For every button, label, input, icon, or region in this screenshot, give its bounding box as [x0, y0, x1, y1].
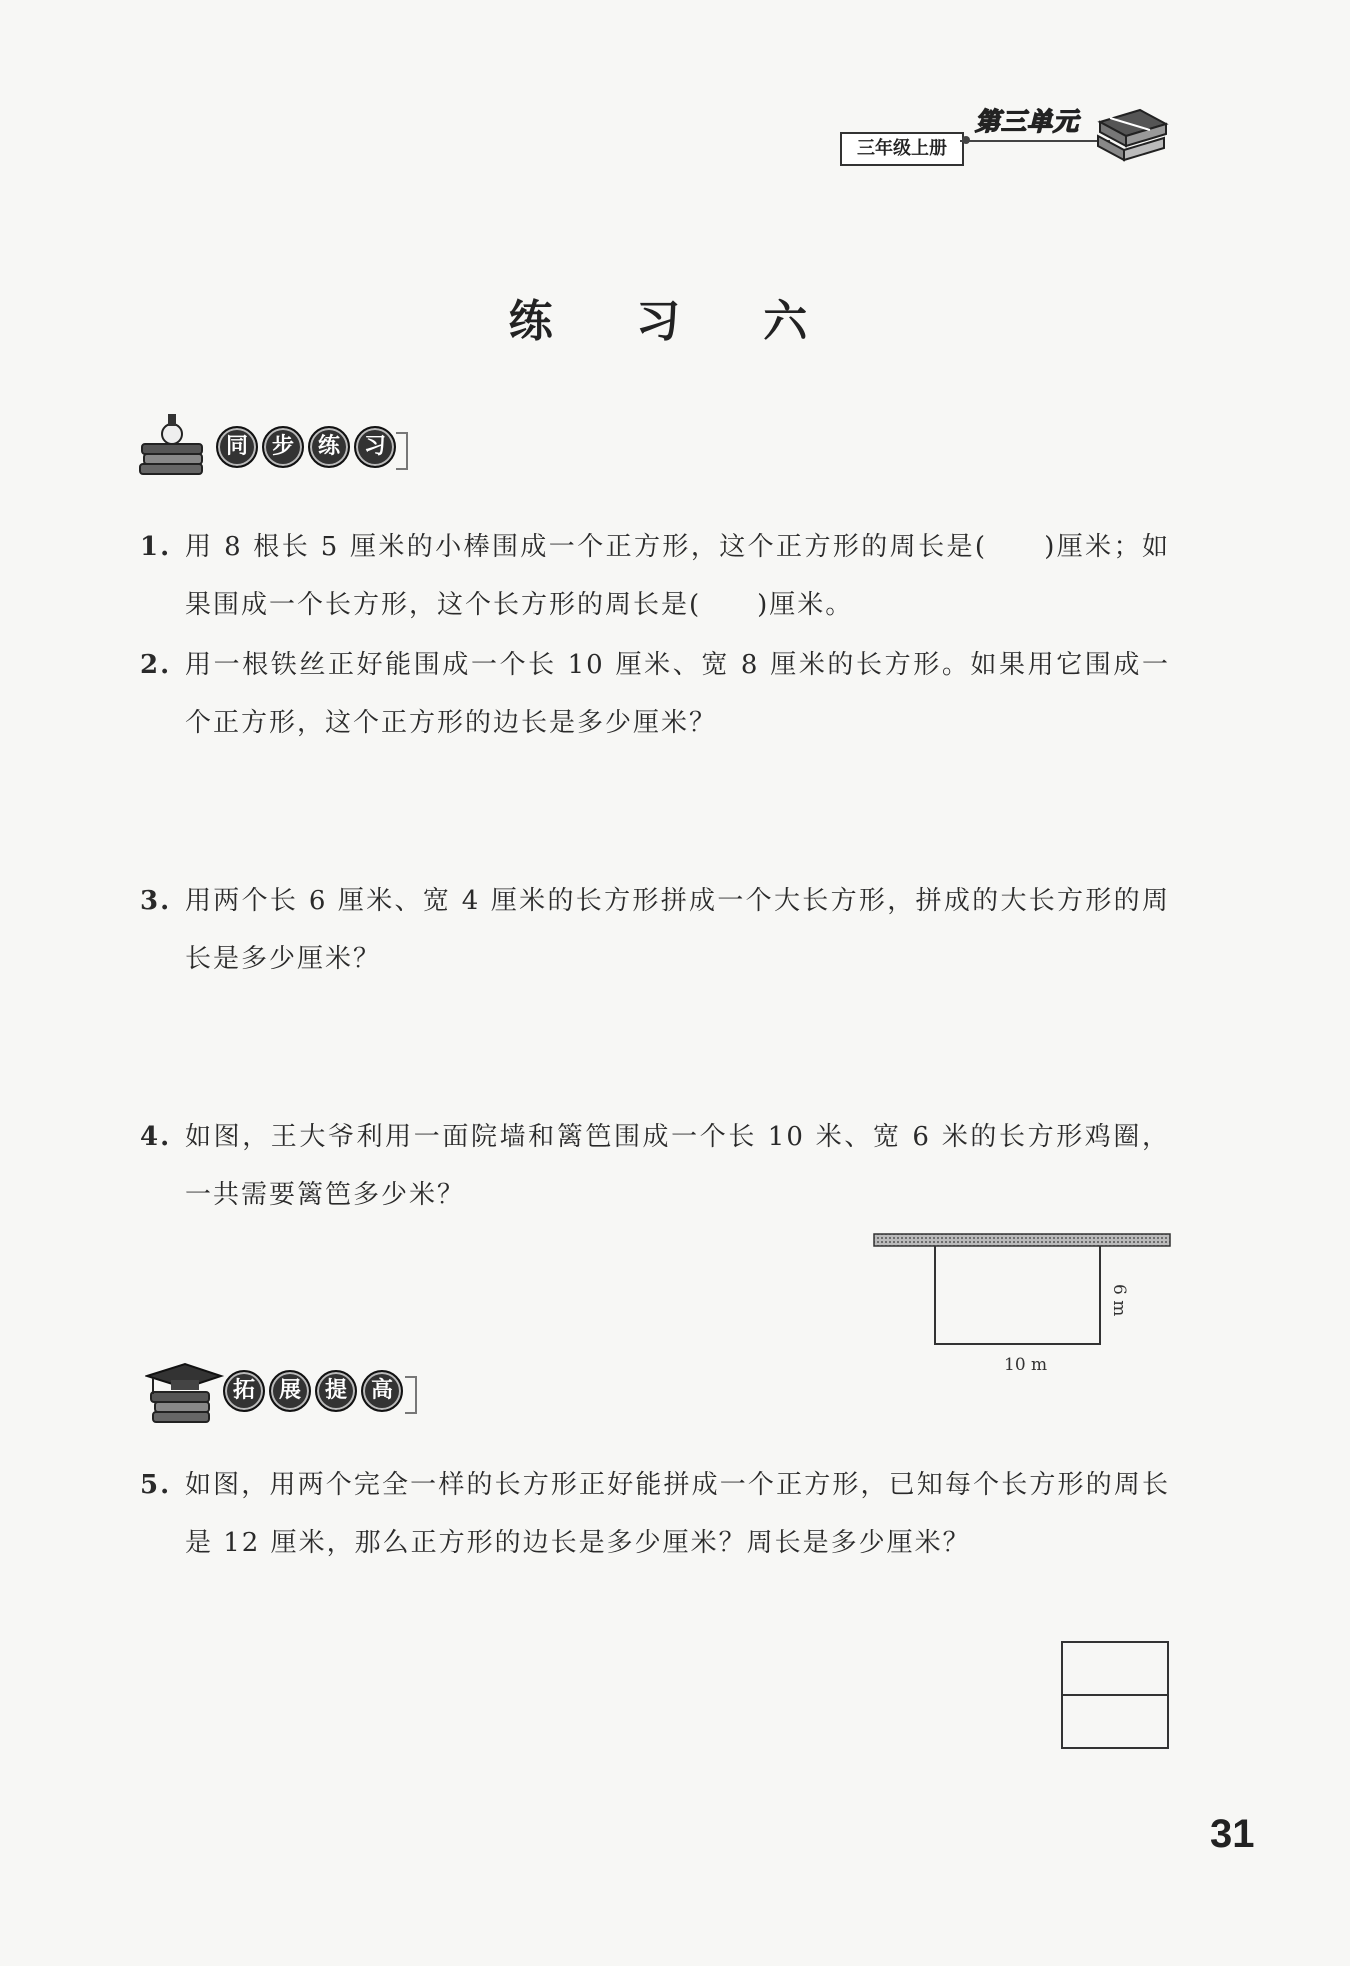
question-number: 2.: [140, 650, 172, 680]
section-char: 习: [354, 426, 396, 468]
figure-width-label: 6 m: [1109, 1284, 1129, 1317]
question-text: 用两个长 6 厘米、宽 4 厘米的长方形拼成一个大长方形，拼成的大长方形的周长是多少厘米？: [185, 886, 1170, 974]
question-text: 如图，王大爷利用一面院墙和篱笆围成一个长 10 米、宽 6 米的长方形鸡圈，一共需要篱笆多少米？: [185, 1122, 1170, 1210]
square-from-two-rectangles-figure: [1060, 1640, 1172, 1752]
section-extension: [145, 1362, 435, 1422]
question-3: [140, 872, 1170, 988]
question-number: 4.: [140, 1122, 172, 1152]
question-text: 用一根铁丝正好能围成一个长 10 厘米、宽 8 厘米的长方形。如果用它围成一个正方形，这个正方形的边长是多少厘米？: [185, 650, 1170, 738]
section-char: 提: [315, 1370, 357, 1412]
grade-label: 三年级上册: [840, 132, 964, 166]
question-number: 1.: [140, 532, 172, 562]
header-line: [960, 140, 1110, 142]
section-title: [216, 426, 396, 468]
section-char: 高: [361, 1370, 403, 1412]
question-2: [140, 636, 1170, 752]
question-number: 5.: [140, 1470, 172, 1500]
section-char: 同: [216, 426, 258, 468]
unit-label: 第三单元: [975, 107, 1080, 136]
courtyard-wall: [874, 1234, 1170, 1246]
section-char: 练: [308, 426, 350, 468]
question-number: 3.: [140, 886, 172, 916]
section-char: 步: [262, 426, 304, 468]
section-char: 展: [269, 1370, 311, 1412]
section-title: [223, 1370, 403, 1412]
section-sync-practice: [138, 418, 428, 478]
question-text: 用 8 根长 5 厘米的小棒围成一个正方形，这个正方形的周长是( )厘米；如果围成一个长方形，这个长方形的周长是( )厘米。: [185, 532, 1170, 620]
graduation-cap-books-icon: [145, 1356, 225, 1436]
books-icon: [1090, 100, 1170, 172]
lamp-books-icon: [138, 410, 218, 490]
header-dot: [962, 136, 970, 144]
figure-length-label: 10 m: [1004, 1355, 1048, 1375]
question-text: 如图，用两个完全一样的长方形正好能拼成一个正方形，已知每个长方形的周长是 12 厘米，那么正方形的边长是多少厘米？周长是多少厘米？: [185, 1470, 1170, 1558]
chicken-coop-figure: [872, 1232, 1202, 1382]
question-5: [140, 1456, 1170, 1572]
section-bracket: [405, 1376, 417, 1414]
unit-header: [840, 100, 1170, 172]
question-4: [140, 1108, 1170, 1224]
page-number: 31: [1210, 1812, 1255, 1856]
page-title: 练 习 六: [508, 296, 842, 347]
fence-outline: [935, 1246, 1100, 1344]
section-bracket: [396, 432, 408, 470]
question-1: [140, 518, 1170, 634]
section-char: 拓: [223, 1370, 265, 1412]
